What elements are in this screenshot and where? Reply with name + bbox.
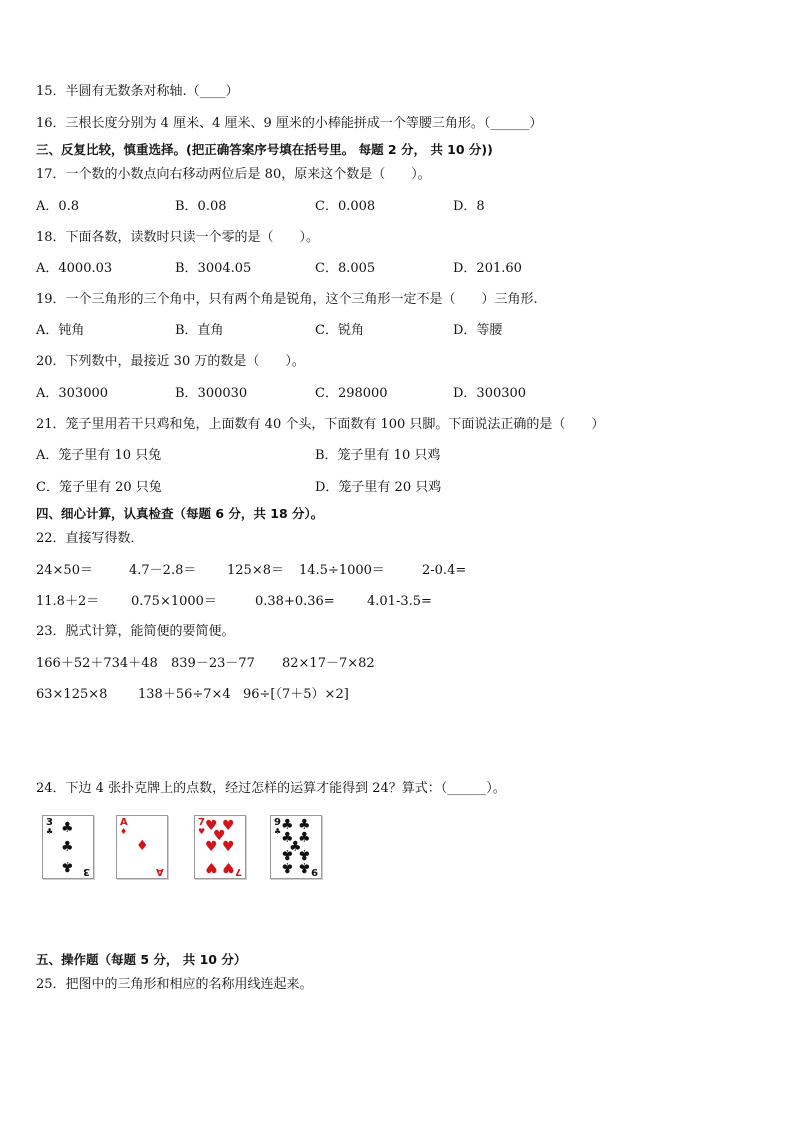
q22-item: 4.01-3.5= — [367, 594, 432, 609]
playing-card-ace-diamonds — [116, 815, 168, 879]
heart-icon: ♥ — [205, 839, 218, 855]
q18-option-b: B．3004.05 — [175, 261, 252, 276]
q17-option-d: D．8 — [453, 199, 485, 214]
diamond-icon: ♦ — [120, 827, 128, 836]
diamond-icon: ♦ — [136, 838, 149, 854]
q17-option-a: A．0.8 — [36, 199, 80, 214]
q23-item: 839－23－77 — [171, 656, 255, 671]
card-rank: A — [156, 866, 164, 877]
heart-icon: ♥ — [213, 828, 226, 844]
card-rank: 7 — [235, 866, 242, 877]
q23-item: 82×17－7×82 — [282, 656, 375, 671]
clubs-icon: ♣ — [298, 859, 311, 875]
q22-item: 14.5÷1000＝ — [299, 563, 385, 578]
question-25: 25．把图中的三角形和相应的名称用线连起来。 — [36, 977, 313, 992]
q21-option-a: A．笼子里有 10 只兔 — [36, 448, 162, 463]
clubs-icon: ♣ — [281, 846, 294, 862]
card-rank: 3 — [83, 866, 90, 877]
heart-icon: ♥ — [205, 859, 218, 875]
q22-item: 11.8＋2＝ — [36, 594, 100, 609]
q20-option-b: B．300030 — [175, 386, 248, 401]
q17-option-b: B．0.08 — [175, 199, 227, 214]
card-rank: 9 — [311, 866, 318, 877]
question-23-stem: 23．脱式计算，能简便的要简便。 — [36, 624, 235, 639]
q19-option-b: B．直角 — [175, 323, 224, 338]
q22-item: 24×50＝ — [36, 563, 93, 578]
card-rank: 7 — [198, 817, 205, 828]
question-20-stem: 20．下列数中，最接近 30 万的数是（ ）。 — [36, 354, 305, 369]
q19-option-d: D．等腰 — [453, 323, 503, 338]
clubs-icon: ♣ — [298, 846, 311, 862]
clubs-icon: ♣ — [46, 827, 54, 836]
clubs-icon: ♣ — [289, 839, 302, 855]
playing-card-7-hearts — [194, 815, 246, 879]
question-15: 15．半圆有无数条对称轴.（____） — [36, 84, 239, 99]
question-16: 16．三根长度分别为 4 厘米、4 厘米、9 厘米的小棒能拼成一个等腰三角形。（______） — [36, 116, 543, 131]
section-3-heading: 三、反复比较，慎重选择。(把正确答案序号填在括号里。 每题 2 分， 共 10 分)) — [36, 142, 493, 157]
clubs-icon: ♣ — [281, 859, 294, 875]
clubs-icon: ♣ — [274, 827, 282, 836]
q21-option-c: C．笼子里有 20 只兔 — [36, 480, 162, 495]
q22-item: 125×8＝ — [227, 563, 284, 578]
question-22-stem: 22．直接写得数． — [36, 531, 144, 546]
question-17-stem: 17．一个数的小数点向右移动两位后是 80，原来这个数是（ ）。 — [36, 167, 431, 182]
q22-item: 0.75×1000＝ — [131, 594, 217, 609]
q18-option-c: C．8.005 — [315, 261, 376, 276]
q23-item: 166＋52＋734＋48 — [36, 656, 158, 671]
q20-option-a: A．303000 — [36, 386, 109, 401]
clubs-icon: ♣ — [298, 830, 311, 846]
question-19-stem: 19．一个三角形的三个角中，只有两个角是锐角，这个三角形一定不是（ ）三角形. — [36, 292, 538, 307]
card-rank: 3 — [46, 817, 53, 828]
question-18-stem: 18．下面各数，读数时只读一个零的是（ ）。 — [36, 230, 320, 245]
playing-card-3-clubs — [42, 815, 94, 879]
q22-item: 4.7－2.8＝ — [129, 563, 197, 578]
card-rank: 9 — [274, 817, 281, 828]
q17-option-c: C．0.008 — [315, 199, 376, 214]
clubs-icon: ♣ — [281, 817, 294, 833]
card-rank: A — [120, 817, 128, 828]
clubs-icon: ♣ — [61, 820, 74, 836]
section-5-heading: 五、操作题（每题 5 分， 共 10 分） — [36, 952, 247, 967]
playing-card-9-clubs — [270, 815, 322, 879]
clubs-icon: ♣ — [61, 839, 74, 855]
heart-icon: ♥ — [222, 839, 235, 855]
q20-option-d: D．300300 — [453, 386, 527, 401]
q23-item: 63×125×8 — [36, 687, 108, 702]
heart-icon: ♥ — [222, 859, 235, 875]
q22-item: 0.38+0.36= — [255, 594, 335, 609]
clubs-icon: ♣ — [281, 830, 294, 846]
heart-icon: ♥ — [198, 827, 206, 836]
heart-icon: ♥ — [222, 818, 235, 834]
q18-option-d: D．201.60 — [453, 261, 522, 276]
clubs-icon: ♣ — [61, 858, 74, 874]
section-4-heading: 四、细心计算，认真检查（每题 6 分，共 18 分）。 — [36, 506, 324, 521]
question-21-stem: 21．笼子里用若干只鸡和兔，上面数有 40 个头，下面数有 100 只脚。下面说法正确的是（ ） — [36, 417, 605, 432]
q19-option-c: C．锐角 — [315, 323, 364, 338]
heart-icon: ♥ — [205, 818, 218, 834]
q21-option-d: D．笼子里有 20 只鸡 — [315, 480, 442, 495]
q20-option-c: C．298000 — [315, 386, 388, 401]
q23-item: 96÷[（7＋5）×2] — [243, 687, 349, 702]
q18-option-a: A．4000.03 — [36, 261, 113, 276]
q19-option-a: A．钝角 — [36, 323, 85, 338]
q22-item: 2-0.4= — [422, 563, 467, 578]
q21-option-b: B．笼子里有 10 只鸡 — [315, 448, 441, 463]
q23-item: 138＋56÷7×4 — [138, 687, 231, 702]
question-24: 24．下边 4 张扑克牌上的点数，经过怎样的运算才能得到 24？算式：（______）。 — [36, 781, 506, 796]
clubs-icon: ♣ — [298, 817, 311, 833]
